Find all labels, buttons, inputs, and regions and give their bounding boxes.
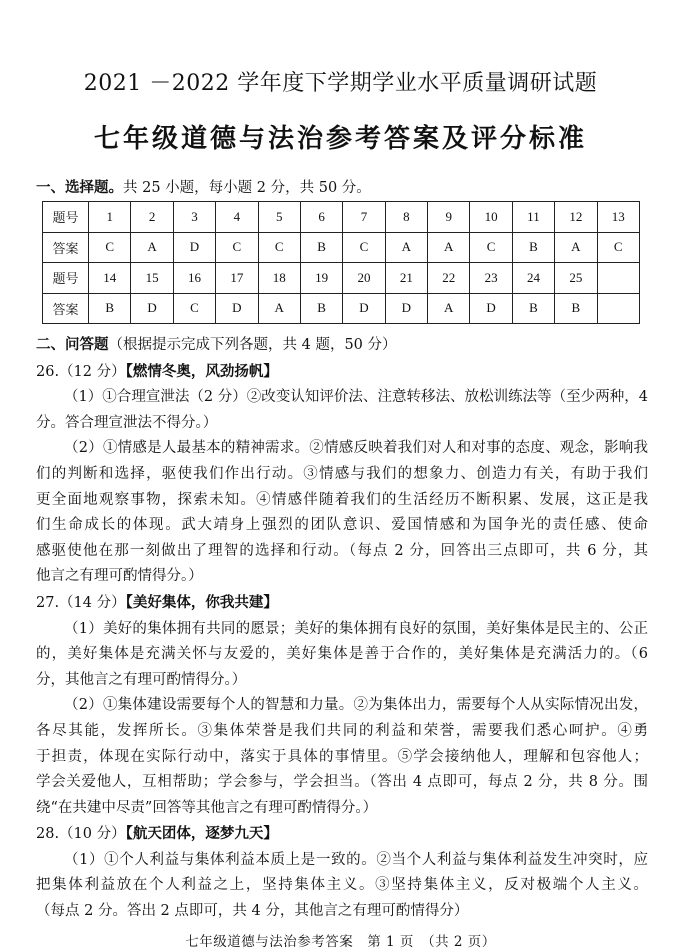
question-number: 4	[216, 202, 258, 233]
row-label: 答案	[43, 293, 89, 324]
answer-cell: A	[428, 293, 470, 324]
question-number: 9	[428, 202, 470, 233]
table-row-answers-1	[43, 232, 640, 263]
question-number: 7	[343, 202, 385, 233]
q26-p1-line: （1）①合理宣泄法（2 分）②改变认知评价法、注意转移法、放松训练法等（至少两种，4	[64, 389, 648, 406]
answer-cell: B	[512, 232, 554, 263]
section1-heading	[36, 176, 371, 197]
answer-cell: C	[343, 232, 385, 263]
question-number: 1	[89, 202, 131, 233]
answer-cell: A	[131, 232, 173, 263]
section1-label: 一、选择题。	[36, 179, 123, 196]
q27-p1-line: 的，美好集体是充满关怀与友爱的，美好集体是善于合作的，美好集体是充满活力的。（6	[36, 646, 648, 663]
q26-p2-line: 感驱使他在那一刻做出了理智的选择和行动。（每点 2 分，回答出三点即可，共 6 分，其	[36, 542, 648, 559]
q27-title: 【美好集体，你我共建】	[125, 593, 278, 611]
q26-p2-line: （2）①情感是人最基本的精神需求。②情感反映着我们对人和对事的态度、观念，影响我	[64, 440, 648, 457]
answer-cell: C	[258, 232, 300, 263]
q27-p2-line: 绕“在共建中尽责”回答等其他言之有理可酌情得分。）	[36, 799, 378, 816]
answer-cell: C	[216, 232, 258, 263]
question-number: 24	[512, 263, 554, 294]
q26-number: 26.（12 分）	[36, 363, 126, 380]
answer-cell: C	[173, 293, 215, 324]
answer-cell: B	[89, 293, 131, 324]
answer-cell: A	[385, 232, 427, 263]
question-number: 13	[597, 202, 640, 233]
question-number: 14	[89, 263, 131, 294]
answer-cell: B	[300, 232, 342, 263]
answer-cell: D	[343, 293, 385, 324]
answer-cell: A	[555, 232, 597, 263]
q27-heading	[36, 590, 648, 617]
question-number: 2	[131, 202, 173, 233]
q27-p2-line: （2）①集体建设需要每个人的智慧和力量。②为集体出力，需要每个人从实际情况出发，	[64, 697, 648, 714]
answer-cell: B	[555, 293, 597, 324]
q26-p1-line: 分。答合理宣泄法不得分。）	[36, 414, 218, 431]
table-row-numbers-2	[43, 263, 640, 294]
section2-label: 二、问答题	[36, 336, 109, 353]
q27-p1-line: 分，其他言之有理可酌情得分。）	[36, 671, 247, 688]
row-label: 题号	[43, 263, 89, 294]
question-number: 6	[300, 202, 342, 233]
answer-cell: C	[597, 232, 640, 263]
question-number: 8	[385, 202, 427, 233]
question-number: 18	[258, 263, 300, 294]
question-number: 16	[173, 263, 215, 294]
q27-p2-line: 各尽其能，发挥所长。③集体荣誉是我们共同的利益和荣誉，需要我们悉心呵护。④勇	[36, 722, 648, 739]
q28-p1-line: 把集体利益放在个人利益之上，坚持集体主义。③坚持集体主义，反对极端个人主义。	[36, 877, 648, 894]
answer-cell: A	[258, 293, 300, 324]
answer-cell: C	[470, 232, 512, 263]
question-number: 23	[470, 263, 512, 294]
q27-number: 27.（14 分）	[36, 594, 126, 611]
answer-cell: D	[216, 293, 258, 324]
table-row-answers-2	[43, 293, 640, 324]
q28-p1-line: （1）①个人利益与集体利益本质上是一致的。②当个人利益与集体利益发生冲突时，应	[64, 851, 648, 868]
answer-body	[36, 332, 648, 925]
answer-cell: B	[512, 293, 554, 324]
answer-cell: D	[131, 293, 173, 324]
answer-cell: D	[173, 232, 215, 263]
q26-heading	[36, 359, 648, 386]
empty-cell	[597, 293, 640, 324]
q28-title: 【航天团体，逐梦九天】	[125, 825, 278, 843]
q28-heading	[36, 821, 648, 848]
row-label: 答案	[43, 232, 89, 263]
question-number: 22	[428, 263, 470, 294]
answer-cell: D	[385, 293, 427, 324]
empty-cell	[597, 263, 640, 294]
page-footer: 七年级道德与法治参考答案 第 1 页 （共 2 页）	[185, 934, 496, 950]
q26-p2-line: 们生命成长的体现。武大靖身上强烈的团队意识、爱国情感和为国争光的责任感、使命	[36, 517, 648, 534]
answer-cell: A	[428, 232, 470, 263]
q27-p2-line: 学会关爱他人，互相帮助；学会参与，学会担当。（答出 4 点即可，每点 2 分，共 8 分。围	[36, 774, 648, 791]
question-number: 12	[555, 202, 597, 233]
question-number: 11	[512, 202, 554, 233]
answer-table	[42, 201, 640, 324]
question-number: 19	[300, 263, 342, 294]
q28-p1-line: （每点 2 分。答出 2 点即可，共 4 分，其他言之有理可酌情得分）	[36, 903, 469, 920]
section1-desc: 共 25 小题，每小题 2 分，共 50 分。	[123, 180, 371, 196]
answer-cell: B	[300, 293, 342, 324]
q28-number: 28.（10 分）	[36, 826, 126, 843]
q26-title: 【燃情冬奥，风劲扬帆】	[125, 362, 278, 380]
q27-p1-line: （1）美好的集体拥有共同的愿景；美好的集体拥有良好的氛围，美好集体是民主的、公正	[64, 620, 648, 637]
question-number: 25	[555, 263, 597, 294]
question-number: 17	[216, 263, 258, 294]
answer-cell: D	[470, 293, 512, 324]
question-number: 3	[173, 202, 215, 233]
question-number: 20	[343, 263, 385, 294]
answer-key-title: 七年级道德与法治参考答案及评分标准	[93, 124, 587, 154]
question-number: 10	[470, 202, 512, 233]
section2-heading	[36, 332, 648, 359]
answer-cell: C	[89, 232, 131, 263]
q26-p2-line: 他言之有理可酌情得分。）	[36, 568, 203, 585]
table-row-numbers-1	[43, 202, 640, 233]
section2-desc: （根据提示完成下列各题，共 4 题，50 分）	[108, 337, 397, 353]
q26-p2-line: 们的判断和选择，驱使我们作出行动。③情感与我们的想象力、创造力有关，有助于我们	[36, 465, 648, 482]
row-label: 题号	[43, 202, 89, 233]
q27-p2-line: 于担责，体现在实际行动中，落实于具体的事情里。⑤学会接纳他人，理解和包容他人；	[36, 748, 648, 765]
exam-title: 2021 －2022 学年度下学期学业水平质量调研试题	[83, 71, 598, 96]
question-number: 15	[131, 263, 173, 294]
q26-p2-line: 更全面地观察事物，探索未知。④情感伴随着我们的生活经历不断积累、发展，这正是我	[36, 491, 648, 508]
question-number: 5	[258, 202, 300, 233]
question-number: 21	[385, 263, 427, 294]
